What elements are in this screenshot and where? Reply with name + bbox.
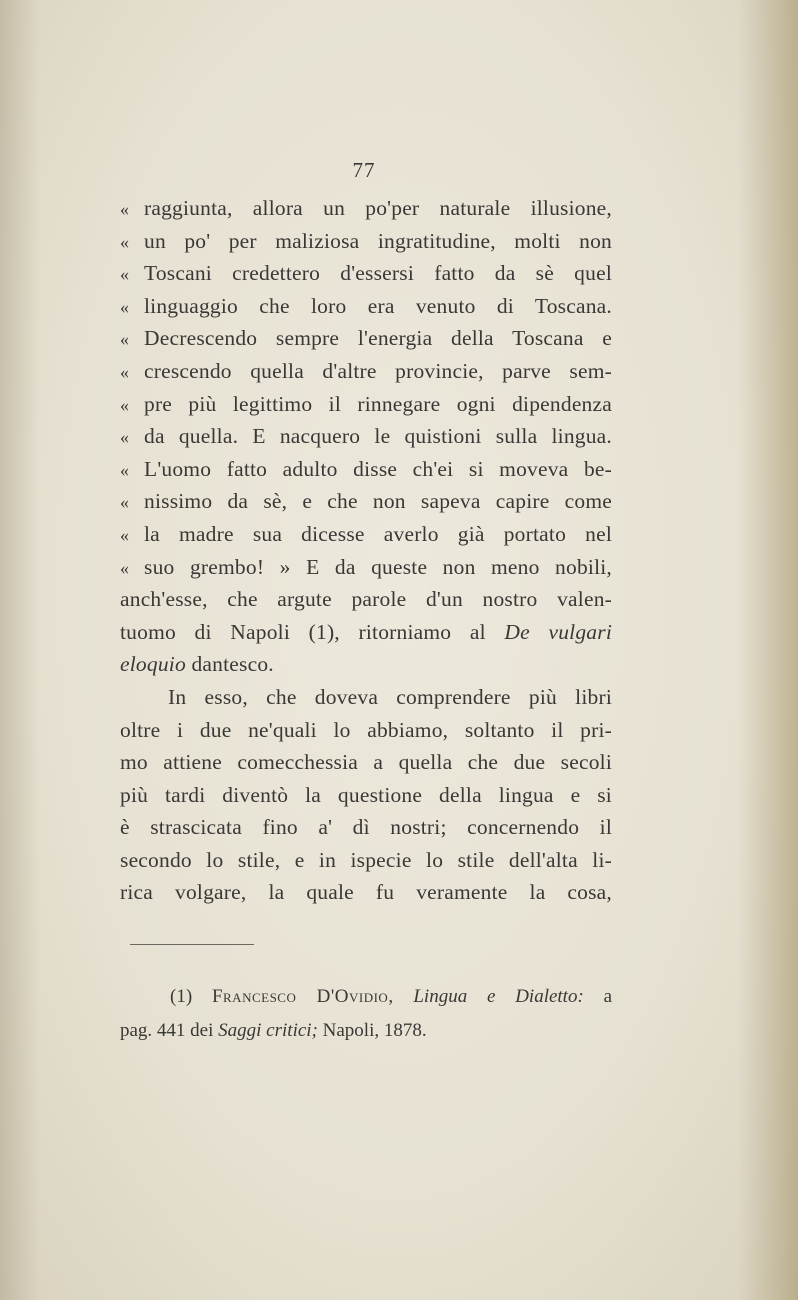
- footnote-line-1: (1) Francesco D'Ovidio, Lingua e Dialetto: a: [170, 986, 613, 1007]
- text-line-14: tuomo di Napoli (1), ritorniamo al De vulgari: [120, 619, 612, 644]
- footnote-divider: [130, 944, 254, 945]
- italic-title: De vulgari: [504, 619, 612, 644]
- main-text: [120, 196, 612, 913]
- quote-mark: «: [120, 361, 129, 382]
- text-line-7: « pre più legittimo il rinnegare ogni dipendenza: [120, 391, 612, 416]
- quote-mark: «: [120, 329, 129, 350]
- quote-mark: «: [120, 557, 129, 578]
- footnote-author: Francesco D'Ovidio,: [211, 986, 394, 1007]
- text-line-6: « crescendo quella d'altre provincie, parve sem-: [120, 358, 612, 383]
- text-line-8: « da quella. E nacquero le quistioni sulla lingua.: [120, 424, 612, 449]
- text-line-20: è strascicata fino a' dì nostri; concernendo il: [120, 815, 612, 840]
- quote-mark: «: [120, 524, 129, 545]
- text-line-5: « Decrescendo sempre l'energia della Toscana e: [120, 326, 612, 351]
- footnote-book: Saggi critici;: [218, 1020, 318, 1041]
- text-line-16: In esso, che doveva comprendere più libri: [168, 684, 612, 709]
- text-line-18: mo attiene comecchessia a quella che due secoli: [120, 750, 612, 775]
- italic-title: eloquio: [120, 652, 186, 677]
- text-line-4: « linguaggio che loro era venuto di Toscana.: [120, 293, 612, 318]
- text-line-17: oltre i due ne'quali lo abbiamo, soltanto il pri-: [120, 717, 612, 742]
- text-line-10: « nissimo da sè, e che non sapeva capire come: [120, 489, 612, 514]
- footnote-line-2: pag. 441 dei Saggi critici; Napoli, 1878.: [120, 1020, 427, 1041]
- text-line-19: più tardi diventò la questione della lingua e si: [120, 782, 612, 807]
- text-line-1: « raggiunta, allora un po'per naturale illusione,: [120, 196, 612, 220]
- quote-mark: «: [120, 231, 129, 252]
- quote-mark: «: [120, 427, 129, 448]
- footnote-marker: (1): [170, 986, 193, 1007]
- quote-mark: «: [120, 264, 129, 285]
- quote-mark: «: [120, 459, 129, 480]
- quote-mark: «: [120, 492, 129, 513]
- text-line-9: « L'uomo fatto adulto disse ch'ei si moveva be-: [120, 456, 612, 481]
- text-line-3: « Toscani credettero d'essersi fatto da sè quel: [120, 261, 612, 286]
- quote-mark: «: [120, 394, 129, 415]
- text-line-2: « un po' per maliziosa ingratitudine, molti non: [120, 228, 612, 253]
- text-line-22: rica volgare, la quale fu veramente la cosa,: [120, 880, 612, 905]
- text-line-11: « la madre sua dicesse averlo già portato nel: [120, 521, 612, 546]
- quote-mark: «: [120, 199, 129, 219]
- page-edge-shadow-right: [738, 0, 798, 1300]
- text-line-13: anch'esse, che argute parole d'un nostro valen-: [120, 587, 612, 612]
- page-number: 77: [352, 158, 376, 182]
- page-edge-shadow-left: [0, 0, 40, 1300]
- text-line-12: « suo grembo! » E da queste non meno nobili,: [120, 554, 612, 579]
- footnote: [120, 980, 612, 1048]
- footnote-title: Lingua e Dialetto:: [413, 986, 584, 1007]
- quote-mark: «: [120, 296, 129, 317]
- text-line-15: eloquio dantesco.: [120, 652, 274, 677]
- text-line-21: secondo lo stile, e in ispecie lo stile dell'alta li-: [120, 847, 612, 872]
